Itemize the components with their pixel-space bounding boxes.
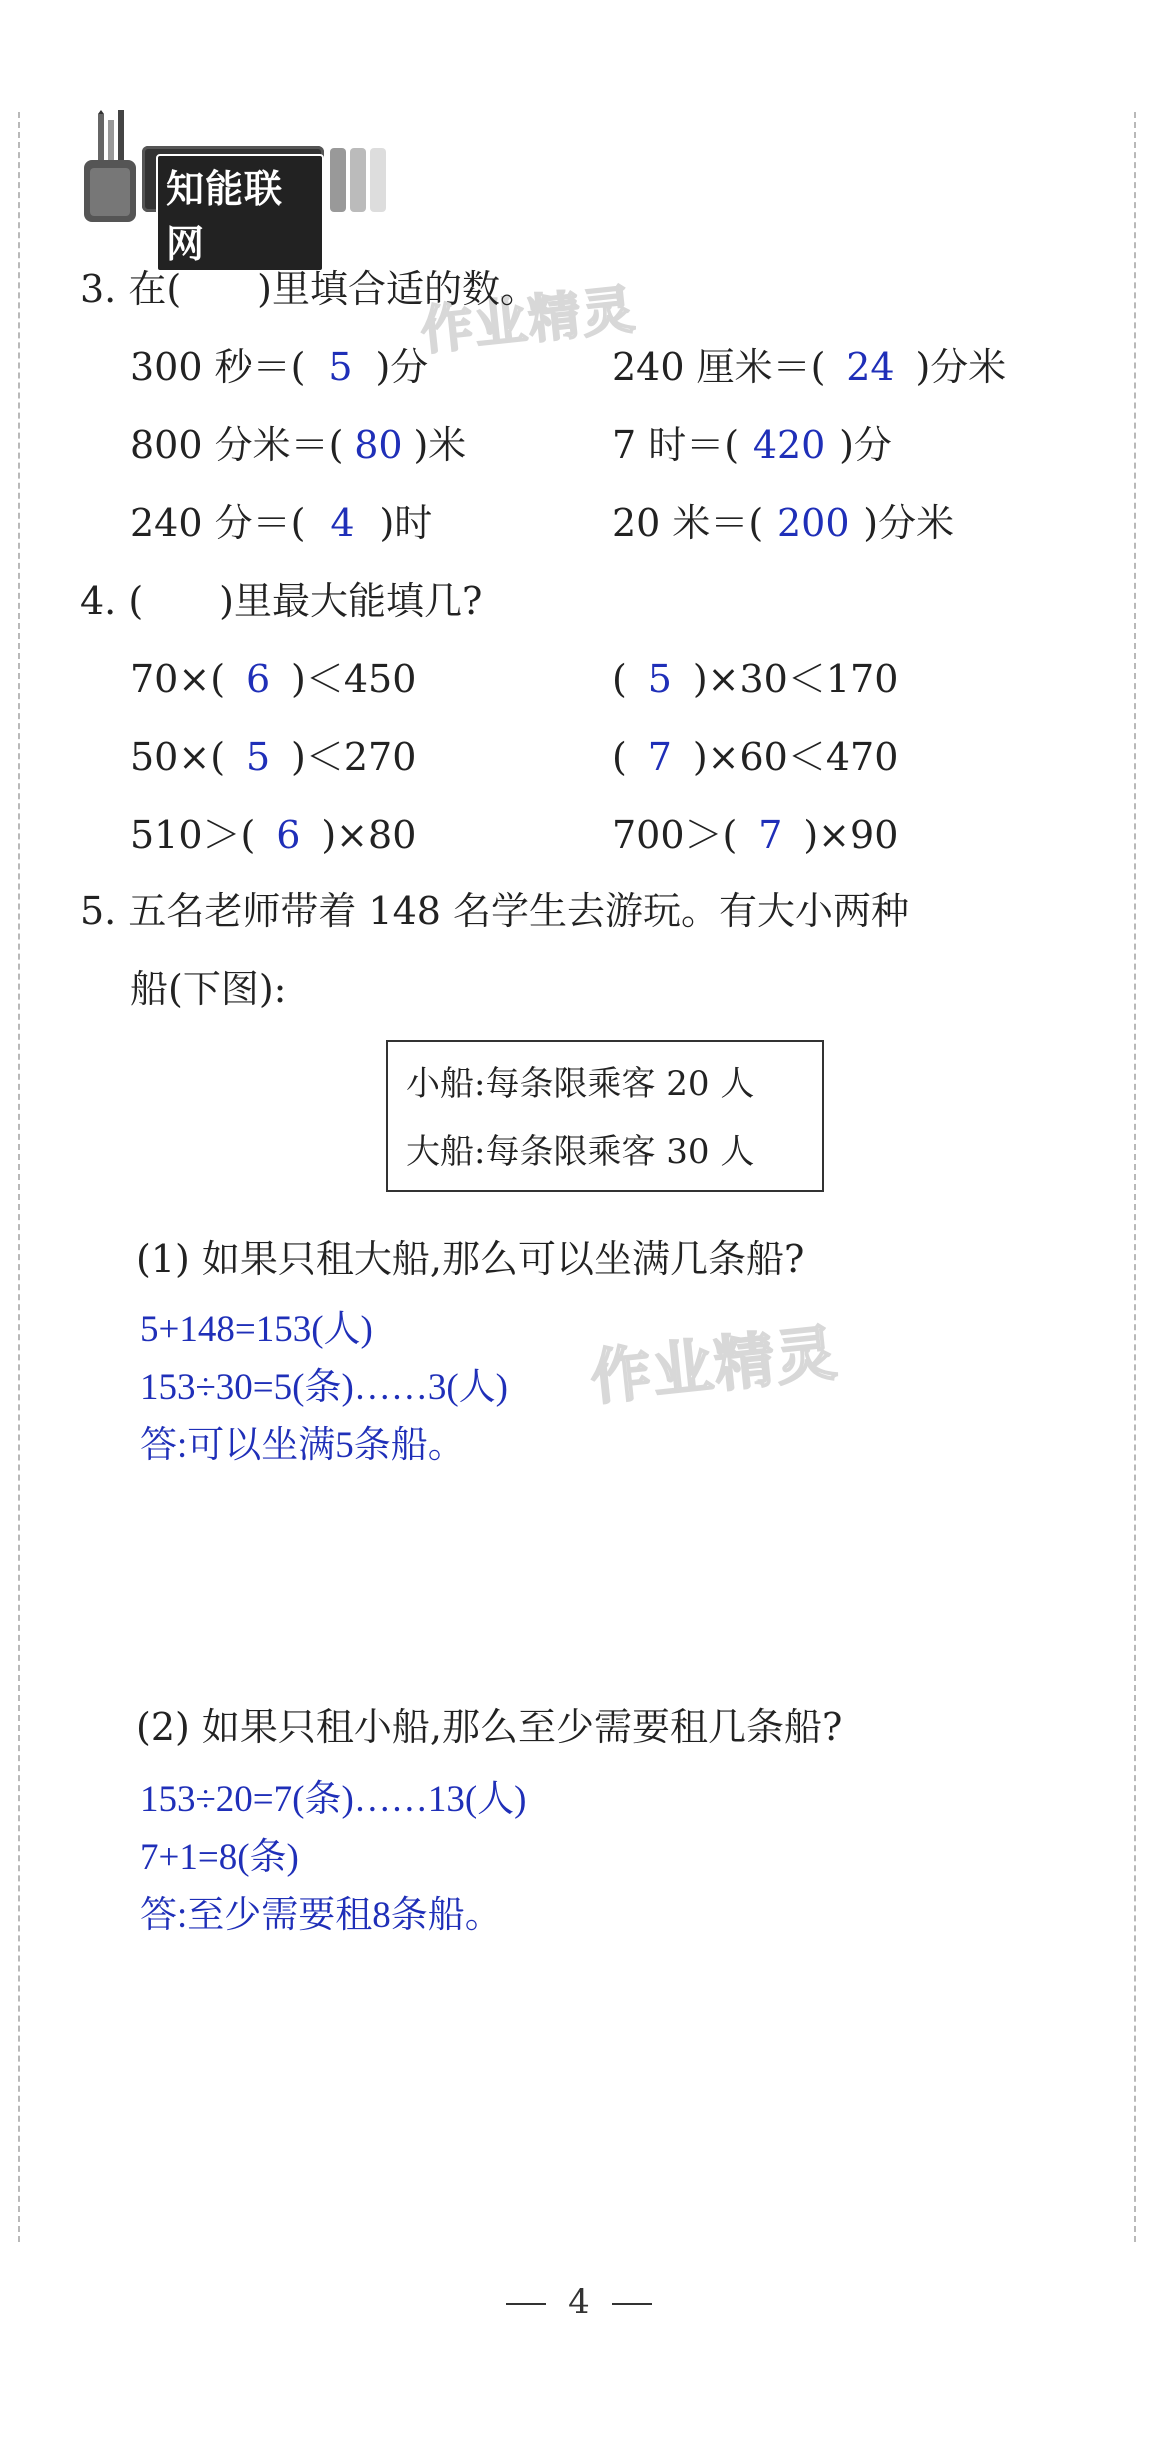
q3-answer: 420 [752,423,826,467]
answer-line: 5+148=153(人) [140,1309,373,1350]
q3-item-text: 240 厘米＝( [612,345,826,389]
badge-stripe [330,148,346,212]
q4-item-text: )×80 [321,813,417,857]
q3-answer: 4 [330,501,355,545]
badge-stripe [350,148,366,212]
question-5-stem-cont: 船(下图): [130,967,287,1011]
large-boat-info: 大船:每条限乘客 30 人 [406,1132,755,1172]
q4-item [612,648,898,703]
q3-item-text: 7 时＝( [612,423,740,467]
q4-item-text: )＜270 [291,735,417,779]
footer-rule [506,2303,546,2305]
q4-item-text: 70×( [130,657,226,701]
q3-item [130,492,432,547]
q4-answer: 6 [276,813,301,857]
q3-item-text: )分 [839,423,892,467]
q3-answer: 5 [328,345,353,389]
small-boat-info: 小船:每条限乘客 20 人 [406,1064,755,1104]
q3-item-text: 800 分米＝( [130,423,344,467]
q4-item [130,804,416,859]
page-footer [0,2282,1158,2322]
q3-answer: 200 [777,501,850,545]
q3-item [130,414,466,469]
q4-item [612,804,898,859]
q4-answer: 7 [758,813,783,857]
footer-rule [612,2303,652,2305]
answer-line: 153÷30=5(条)……3(人) [140,1367,508,1408]
q3-item-text: )时 [379,501,433,545]
answer-line: 答:至少需要租8条船。 [140,1895,502,1936]
badge-stripe [370,148,386,212]
page-number: 4 [568,2282,590,2322]
q4-item [130,726,416,781]
watermark: 作业精灵 [587,1318,842,1414]
q4-item-text: ( [612,657,627,701]
watermark: 作业精灵 [418,279,640,363]
section-badge [76,110,406,266]
q4-item [612,726,898,781]
answer-line: 答:可以坐满5条船。 [140,1425,465,1466]
q3-item [612,414,892,469]
q3-item-text: )分米 [863,501,955,545]
answer-line: 153÷20=7(条)……13(人) [140,1779,527,1820]
right-margin-rule [1134,112,1136,2242]
q4-item-text: )×30＜170 [692,657,899,701]
q4-item-text: 50×( [130,735,226,779]
q4-answer: 5 [647,657,672,701]
question-4-stem: 4. ( )里最大能填几? [80,579,483,623]
question-5-part-2: (2) 如果只租小船,那么至少需要租几条船? [136,1705,843,1749]
pencil-cup-icon [76,110,146,228]
q3-item-text: 20 米＝( [612,501,764,545]
q3-item [612,492,954,547]
q4-item-text: )×60＜470 [692,735,899,779]
q3-item-text: 240 分＝( [130,501,306,545]
answer-line: 7+1=8(条) [140,1837,299,1878]
question-5-stem: 5. 五名老师带着 148 名学生去游玩。有大小两种 [80,889,910,933]
q4-answer: 6 [245,657,271,701]
q4-answer: 7 [647,735,672,779]
q4-item-text: ( [612,735,627,779]
q3-item-text: 300 秒＝( [130,345,306,389]
section-title-box [142,146,324,266]
q3-item [130,336,428,391]
q3-item [612,336,1006,391]
q4-answer: 5 [245,735,271,779]
question-3-stem: 3. 在( )里填合适的数。 [80,267,538,311]
q4-item-text: 700＞( [612,813,738,857]
q3-answer: 80 [354,423,403,467]
left-margin-rule [18,112,20,2242]
q4-item [130,648,416,703]
boat-info-box [386,1040,824,1192]
q3-item-text: )米 [413,423,467,467]
q3-answer: 24 [846,345,895,389]
q3-item-text: )分 [375,345,429,389]
q3-item-text: )分米 [915,345,1007,389]
q4-item-text: )×90 [803,813,899,857]
q4-item-text: )＜450 [291,657,417,701]
q4-item-text: 510＞( [130,813,256,857]
question-5-part-1: (1) 如果只租大船,那么可以坐满几条船? [136,1237,805,1281]
section-title: 知能联网 [156,154,324,272]
